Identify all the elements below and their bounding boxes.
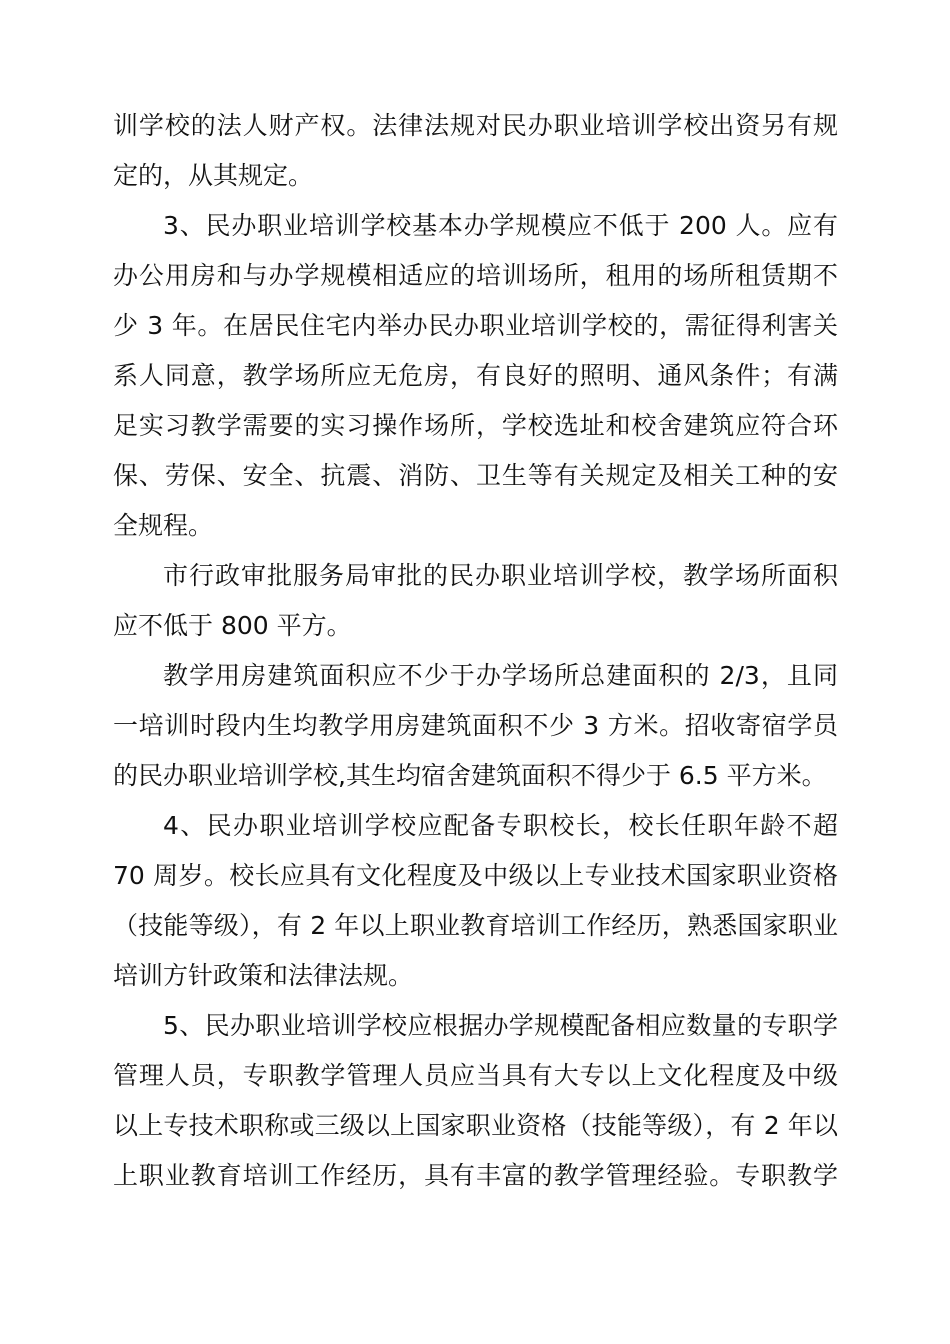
text-line: 管理人员，专职教学管理人员应当具有大专以上文化程度及中级 xyxy=(113,1061,838,1090)
text-line: 教学用房建筑面积应不少于办学场所总建面积的 2/3，且同 xyxy=(163,661,838,690)
text-line: 足实习教学需要的实习操作场所，学校选址和校舍建筑应符合环 xyxy=(113,411,838,440)
text-line: 市行政审批服务局审批的民办职业培训学校，教学场所面积 xyxy=(163,561,838,590)
text-line: 少 3 年。在居民住宅内举办民办职业培训学校的，需征得利害关 xyxy=(113,311,838,340)
text-line: 应不低于 800 平方。 xyxy=(113,611,352,640)
text-line: 的民办职业培训学校,其生均宿舍建筑面积不得少于 6.5 平方米。 xyxy=(113,761,827,790)
text-line: 系人同意，教学场所应无危房，有良好的照明、通风条件；有满 xyxy=(113,361,838,390)
document-body xyxy=(113,101,838,1201)
text-line: 5、民办职业培训学校应根据办学规模配备相应数量的专职学 xyxy=(163,1011,838,1040)
text-line: 培训方针政策和法律法规。 xyxy=(113,961,414,990)
text-line: 以上专技术职称或三级以上国家职业资格（技能等级），有 2 年以 xyxy=(113,1111,838,1140)
text-line: 3、民办职业培训学校基本办学规模应不低于 200 人。应有 xyxy=(163,211,838,240)
text-line: 上职业教育培训工作经历，具有丰富的教学管理经验。专职教学 xyxy=(113,1161,838,1190)
text-line: 保、劳保、安全、抗震、消防、卫生等有关规定及相关工种的安 xyxy=(113,461,838,490)
text-line: 全规程。 xyxy=(113,511,214,540)
text-line: 办公用房和与办学规模相适应的培训场所，租用的场所租赁期不 xyxy=(113,261,838,290)
text-line: 70 周岁。校长应具有文化程度及中级以上专业技术国家职业资格 xyxy=(113,861,838,890)
text-line: 定的，从其规定。 xyxy=(113,161,314,190)
text-line: 一培训时段内生均教学用房建筑面积不少 3 方米。招收寄宿学员 xyxy=(113,711,838,740)
text-line: 训学校的法人财产权。法律法规对民办职业培训学校出资另有规 xyxy=(113,111,838,140)
text-line: 4、民办职业培训学校应配备专职校长，校长任职年龄不超 xyxy=(163,811,838,840)
text-line: （技能等级），有 2 年以上职业教育培训工作经历，熟悉国家职业 xyxy=(113,911,838,940)
